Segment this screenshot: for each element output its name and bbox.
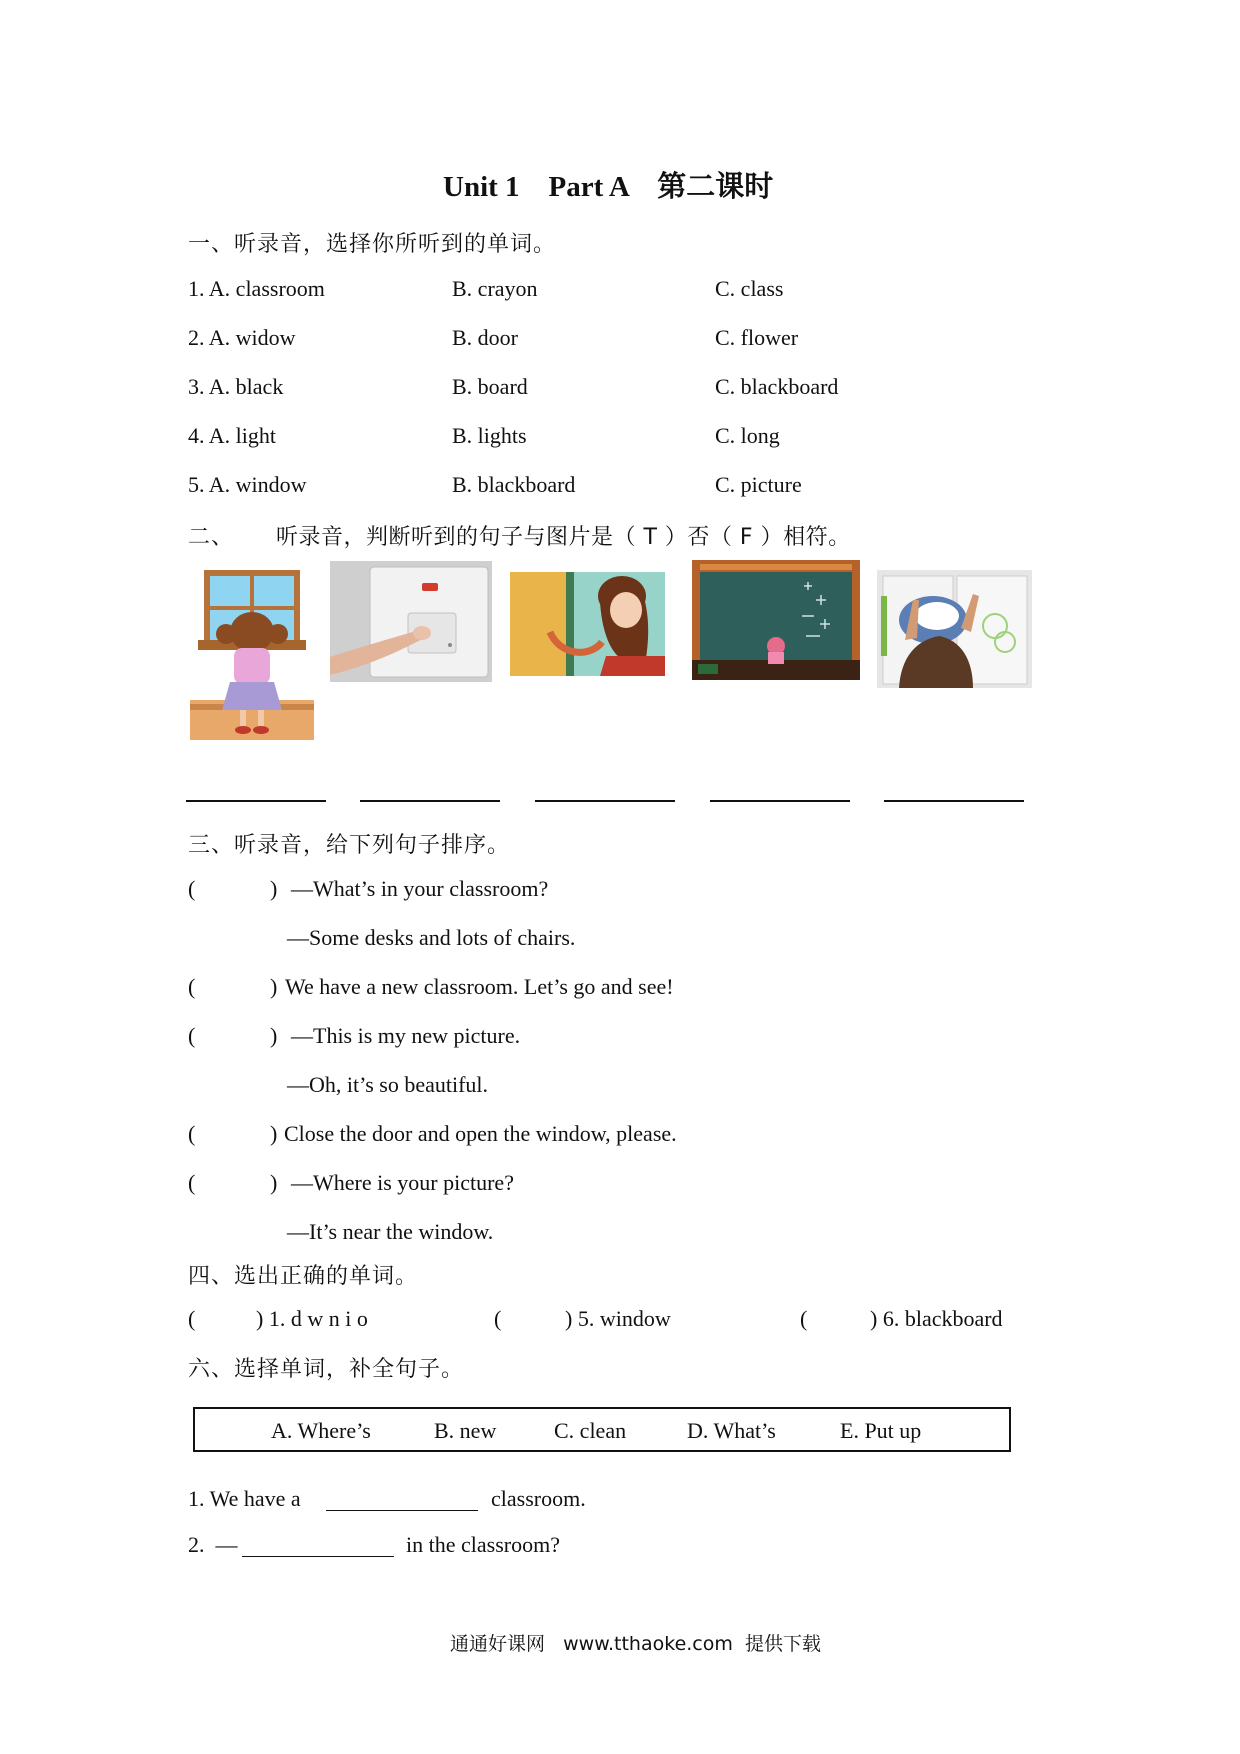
order-paren-open-5[interactable]: (: [188, 1170, 196, 1195]
word-bank-box: [193, 1407, 1011, 1452]
order-paren-close-3: ): [270, 1023, 278, 1048]
answer-blank-3[interactable]: [535, 800, 675, 802]
picture-cleaning-window: [877, 570, 1032, 688]
word-option-e: E. Put up: [840, 1418, 922, 1443]
order-paren-open-1[interactable]: (: [188, 876, 196, 901]
dialogue-5-line-2: —It’s near the window.: [287, 1219, 494, 1244]
sentence-2: We have a new classroom. Let’s go and see!: [285, 974, 674, 999]
section1-heading: 一、听录音，选择你所听到的单词。: [188, 232, 557, 257]
section2-heading: 听录音，判断听到的句子与图片是（ T ）否（ F ）相符。: [276, 525, 851, 550]
order-paren-close-5: ): [270, 1170, 278, 1195]
word-option-a: A. Where’s: [271, 1418, 371, 1443]
dialogue-3-line-2: —Oh, it’s so beautiful.: [287, 1072, 489, 1097]
question-1-option-c: C. class: [715, 276, 784, 301]
section4-heading: 四、选出正确的单词。: [188, 1264, 419, 1289]
question-1-option-b: B. crayon: [452, 276, 538, 301]
section2-number: 二、: [188, 525, 235, 550]
order-paren-open-2[interactable]: (: [188, 974, 196, 999]
dialogue-1-line-1: —What’s in your classroom?: [291, 876, 549, 901]
sentence-4: Close the door and open the window, please.: [284, 1121, 677, 1146]
order-paren-open-3[interactable]: (: [188, 1023, 196, 1048]
question-3-option-c: C. blackboard: [715, 374, 839, 399]
fill-sentence-2-end: in the classroom?: [406, 1532, 560, 1557]
order-paren-close-1: ): [270, 876, 278, 901]
question-5-option-c: C. picture: [715, 472, 802, 497]
fill-sentence-2-start: 2. —: [188, 1532, 238, 1557]
dialogue-3-line-1: —This is my new picture.: [291, 1023, 521, 1048]
picture-girl-at-window: [190, 568, 314, 740]
answer-blank-5[interactable]: [884, 800, 1024, 802]
dialogue-5-line-1: —Where is your picture?: [291, 1170, 514, 1195]
page-title: Unit 1 Part A 第二课时: [443, 171, 774, 203]
question-2-option-a: 2. A. widow: [188, 325, 296, 350]
answer-blank-2[interactable]: [360, 800, 500, 802]
word-option-b: B. new: [434, 1418, 497, 1443]
answer-blank-1[interactable]: [186, 800, 326, 802]
question-5-option-a: 5. A. window: [188, 472, 307, 497]
choice-item-1: ) 1. d w n i o: [256, 1306, 368, 1331]
choice-paren-open-1[interactable]: (: [188, 1306, 196, 1331]
picture-classroom-blackboard: [692, 560, 860, 680]
question-1-option-a: 1. A. classroom: [188, 276, 325, 301]
question-4-option-b: B. lights: [452, 423, 527, 448]
question-5-option-b: B. blackboard: [452, 472, 576, 497]
choice-item-6: ) 6. blackboard: [870, 1306, 1003, 1331]
fill-blank-1[interactable]: [326, 1510, 478, 1511]
footer-text: 通通好课网 www.tthaoke.com 提供下载: [450, 1633, 821, 1655]
question-2-option-c: C. flower: [715, 325, 799, 350]
question-3-option-b: B. board: [452, 374, 528, 399]
dialogue-1-line-2: —Some desks and lots of chairs.: [287, 925, 576, 950]
choice-paren-open-6[interactable]: (: [800, 1306, 808, 1331]
choice-paren-open-5[interactable]: (: [494, 1306, 502, 1331]
picture-light-switch: [330, 561, 492, 682]
fill-sentence-1-end: classroom.: [491, 1486, 586, 1511]
answer-blank-4[interactable]: [710, 800, 850, 802]
choice-item-5: ) 5. window: [565, 1306, 671, 1331]
order-paren-open-4[interactable]: (: [188, 1121, 196, 1146]
section6-heading: 六、选择单词，补全句子。: [188, 1357, 465, 1382]
question-4-option-a: 4. A. light: [188, 423, 277, 448]
question-2-option-b: B. door: [452, 325, 518, 350]
order-paren-close-2: ): [270, 974, 278, 999]
section3-heading: 三、听录音，给下列句子排序。: [188, 833, 511, 858]
picture-woman-at-door: [510, 572, 665, 676]
question-3-option-a: 3. A. black: [188, 374, 284, 399]
fill-sentence-1-start: 1. We have a: [188, 1486, 301, 1511]
question-4-option-c: C. long: [715, 423, 780, 448]
word-option-c: C. clean: [554, 1418, 627, 1443]
word-option-d: D. What’s: [687, 1418, 776, 1443]
order-paren-close-4: ): [270, 1121, 278, 1146]
fill-blank-2[interactable]: [242, 1556, 394, 1557]
